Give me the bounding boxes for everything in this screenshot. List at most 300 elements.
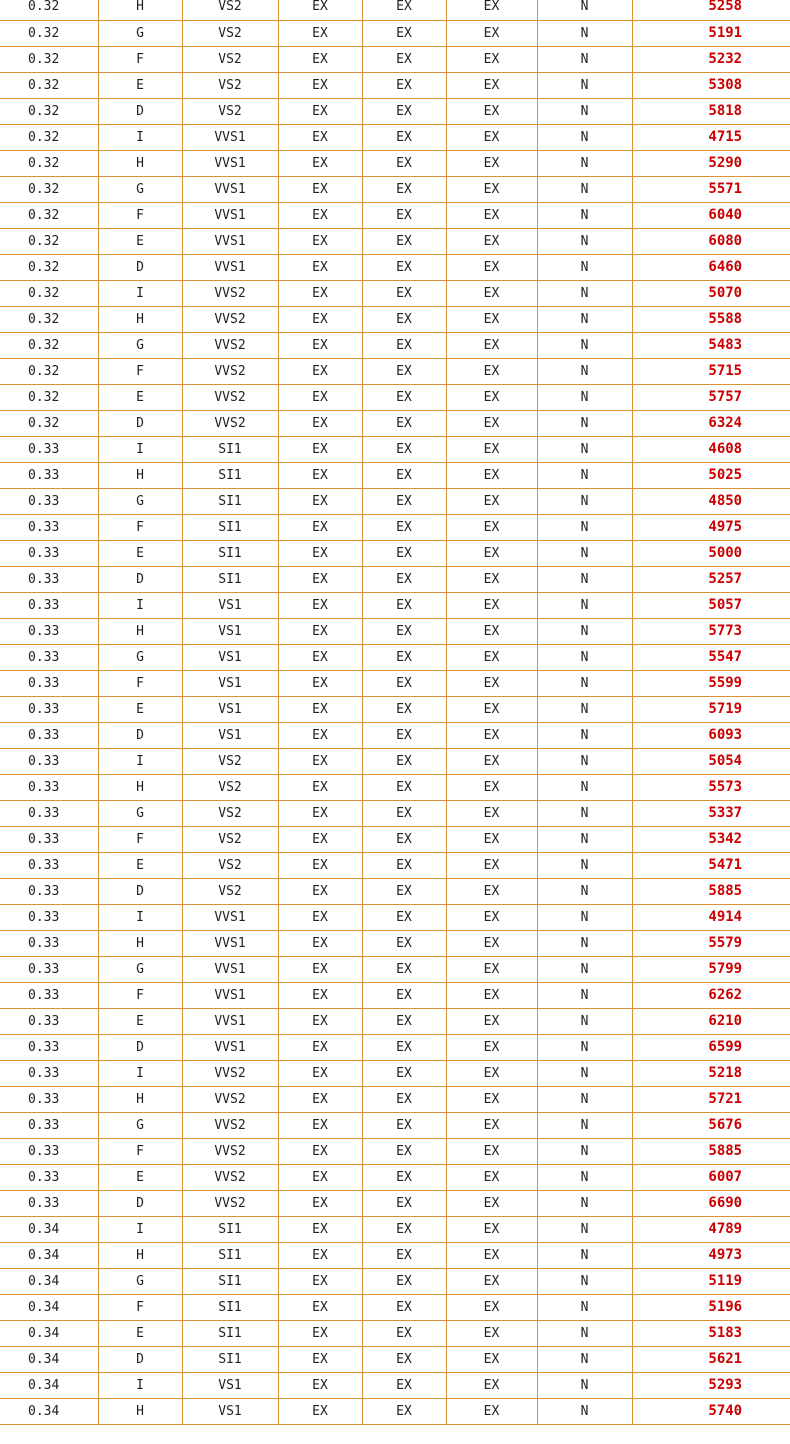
fluorescence-cell[interactable]: N xyxy=(537,280,632,306)
carat-cell[interactable]: 0.32 xyxy=(0,176,98,202)
price-cell[interactable]: 5573 xyxy=(632,774,790,800)
price-cell[interactable]: 4850 xyxy=(632,488,790,514)
price-cell[interactable]: 5196 xyxy=(632,1294,790,1320)
price-cell[interactable]: 6324 xyxy=(632,410,790,436)
polish-cell[interactable]: EX xyxy=(362,358,446,384)
carat-cell[interactable]: 0.32 xyxy=(0,0,98,20)
price-cell[interactable]: 5715 xyxy=(632,358,790,384)
cut-cell[interactable]: EX xyxy=(278,150,362,176)
polish-cell[interactable]: EX xyxy=(362,1008,446,1034)
clarity-cell[interactable]: VVS2 xyxy=(182,1086,278,1112)
clarity-cell[interactable]: VS2 xyxy=(182,20,278,46)
price-cell[interactable]: 4789 xyxy=(632,1216,790,1242)
polish-cell[interactable]: EX xyxy=(362,1216,446,1242)
color-cell[interactable]: E xyxy=(98,1164,182,1190)
color-cell[interactable]: H xyxy=(98,930,182,956)
cut-cell[interactable]: EX xyxy=(278,696,362,722)
carat-cell[interactable]: 0.34 xyxy=(0,1268,98,1294)
fluorescence-cell[interactable]: N xyxy=(537,1372,632,1398)
symmetry-cell[interactable]: EX xyxy=(446,150,537,176)
cut-cell[interactable]: EX xyxy=(278,488,362,514)
price-cell[interactable]: 5293 xyxy=(632,1372,790,1398)
clarity-cell[interactable]: VVS1 xyxy=(182,150,278,176)
symmetry-cell[interactable]: EX xyxy=(446,696,537,722)
carat-cell[interactable]: 0.33 xyxy=(0,540,98,566)
polish-cell[interactable]: EX xyxy=(362,20,446,46)
symmetry-cell[interactable]: EX xyxy=(446,358,537,384)
price-cell[interactable]: 5183 xyxy=(632,1320,790,1346)
fluorescence-cell[interactable]: N xyxy=(537,826,632,852)
color-cell[interactable]: E xyxy=(98,1320,182,1346)
clarity-cell[interactable]: VVS1 xyxy=(182,254,278,280)
cut-cell[interactable]: EX xyxy=(278,176,362,202)
polish-cell[interactable]: EX xyxy=(362,592,446,618)
carat-cell[interactable]: 0.33 xyxy=(0,904,98,930)
polish-cell[interactable]: EX xyxy=(362,540,446,566)
color-cell[interactable]: H xyxy=(98,618,182,644)
clarity-cell[interactable]: SI1 xyxy=(182,1268,278,1294)
fluorescence-cell[interactable]: N xyxy=(537,1112,632,1138)
carat-cell[interactable]: 0.32 xyxy=(0,46,98,72)
clarity-cell[interactable]: VVS1 xyxy=(182,904,278,930)
price-cell[interactable]: 5257 xyxy=(632,566,790,592)
color-cell[interactable]: G xyxy=(98,1112,182,1138)
color-cell[interactable]: H xyxy=(98,1398,182,1424)
clarity-cell[interactable]: VVS2 xyxy=(182,280,278,306)
clarity-cell[interactable]: VS2 xyxy=(182,800,278,826)
cut-cell[interactable]: EX xyxy=(278,254,362,280)
price-cell[interactable]: 5057 xyxy=(632,592,790,618)
cut-cell[interactable]: EX xyxy=(278,1164,362,1190)
symmetry-cell[interactable]: EX xyxy=(446,1242,537,1268)
symmetry-cell[interactable]: EX xyxy=(446,800,537,826)
price-cell[interactable]: 5773 xyxy=(632,618,790,644)
clarity-cell[interactable]: VVS2 xyxy=(182,1112,278,1138)
clarity-cell[interactable]: VVS1 xyxy=(182,930,278,956)
carat-cell[interactable]: 0.33 xyxy=(0,1190,98,1216)
clarity-cell[interactable]: VVS1 xyxy=(182,1034,278,1060)
fluorescence-cell[interactable]: N xyxy=(537,228,632,254)
color-cell[interactable]: D xyxy=(98,254,182,280)
price-cell[interactable]: 4914 xyxy=(632,904,790,930)
polish-cell[interactable]: EX xyxy=(362,1320,446,1346)
clarity-cell[interactable]: VS2 xyxy=(182,98,278,124)
clarity-cell[interactable]: VVS2 xyxy=(182,358,278,384)
clarity-cell[interactable]: VS1 xyxy=(182,1398,278,1424)
carat-cell[interactable]: 0.32 xyxy=(0,228,98,254)
fluorescence-cell[interactable]: N xyxy=(537,332,632,358)
price-cell[interactable]: 5000 xyxy=(632,540,790,566)
symmetry-cell[interactable]: EX xyxy=(446,436,537,462)
symmetry-cell[interactable]: EX xyxy=(446,306,537,332)
polish-cell[interactable]: EX xyxy=(362,618,446,644)
fluorescence-cell[interactable]: N xyxy=(537,722,632,748)
carat-cell[interactable]: 0.32 xyxy=(0,20,98,46)
polish-cell[interactable]: EX xyxy=(362,930,446,956)
carat-cell[interactable]: 0.32 xyxy=(0,280,98,306)
polish-cell[interactable]: EX xyxy=(362,410,446,436)
color-cell[interactable]: F xyxy=(98,46,182,72)
price-cell[interactable]: 6080 xyxy=(632,228,790,254)
fluorescence-cell[interactable]: N xyxy=(537,306,632,332)
polish-cell[interactable]: EX xyxy=(362,0,446,20)
symmetry-cell[interactable]: EX xyxy=(446,748,537,774)
symmetry-cell[interactable]: EX xyxy=(446,1060,537,1086)
fluorescence-cell[interactable]: N xyxy=(537,1294,632,1320)
fluorescence-cell[interactable]: N xyxy=(537,98,632,124)
carat-cell[interactable]: 0.32 xyxy=(0,72,98,98)
cut-cell[interactable]: EX xyxy=(278,1086,362,1112)
cut-cell[interactable]: EX xyxy=(278,644,362,670)
color-cell[interactable]: F xyxy=(98,826,182,852)
carat-cell[interactable]: 0.33 xyxy=(0,1164,98,1190)
cut-cell[interactable]: EX xyxy=(278,1060,362,1086)
price-cell[interactable]: 5471 xyxy=(632,852,790,878)
symmetry-cell[interactable]: EX xyxy=(446,956,537,982)
fluorescence-cell[interactable]: N xyxy=(537,956,632,982)
clarity-cell[interactable]: SI1 xyxy=(182,1320,278,1346)
polish-cell[interactable]: EX xyxy=(362,462,446,488)
carat-cell[interactable]: 0.34 xyxy=(0,1398,98,1424)
carat-cell[interactable]: 0.33 xyxy=(0,696,98,722)
cut-cell[interactable]: EX xyxy=(278,280,362,306)
color-cell[interactable]: H xyxy=(98,462,182,488)
symmetry-cell[interactable]: EX xyxy=(446,644,537,670)
fluorescence-cell[interactable]: N xyxy=(537,124,632,150)
carat-cell[interactable]: 0.32 xyxy=(0,150,98,176)
fluorescence-cell[interactable]: N xyxy=(537,150,632,176)
color-cell[interactable]: E xyxy=(98,696,182,722)
price-cell[interactable]: 6599 xyxy=(632,1034,790,1060)
carat-cell[interactable]: 0.33 xyxy=(0,436,98,462)
price-cell[interactable]: 5740 xyxy=(632,1398,790,1424)
cut-cell[interactable]: EX xyxy=(278,592,362,618)
clarity-cell[interactable]: SI1 xyxy=(182,1216,278,1242)
symmetry-cell[interactable]: EX xyxy=(446,982,537,1008)
price-cell[interactable]: 5070 xyxy=(632,280,790,306)
clarity-cell[interactable]: SI1 xyxy=(182,566,278,592)
carat-cell[interactable]: 0.33 xyxy=(0,1060,98,1086)
fluorescence-cell[interactable]: N xyxy=(537,670,632,696)
cut-cell[interactable]: EX xyxy=(278,800,362,826)
symmetry-cell[interactable]: EX xyxy=(446,488,537,514)
fluorescence-cell[interactable]: N xyxy=(537,1138,632,1164)
color-cell[interactable]: F xyxy=(98,514,182,540)
symmetry-cell[interactable]: EX xyxy=(446,0,537,20)
clarity-cell[interactable]: VVS1 xyxy=(182,1008,278,1034)
clarity-cell[interactable]: VVS2 xyxy=(182,1164,278,1190)
polish-cell[interactable]: EX xyxy=(362,384,446,410)
color-cell[interactable]: H xyxy=(98,306,182,332)
carat-cell[interactable]: 0.33 xyxy=(0,826,98,852)
symmetry-cell[interactable]: EX xyxy=(446,1268,537,1294)
price-cell[interactable]: 4608 xyxy=(632,436,790,462)
clarity-cell[interactable]: VS2 xyxy=(182,826,278,852)
fluorescence-cell[interactable]: N xyxy=(537,436,632,462)
cut-cell[interactable]: EX xyxy=(278,1346,362,1372)
fluorescence-cell[interactable]: N xyxy=(537,1242,632,1268)
symmetry-cell[interactable]: EX xyxy=(446,254,537,280)
clarity-cell[interactable]: VS2 xyxy=(182,46,278,72)
cut-cell[interactable]: EX xyxy=(278,436,362,462)
cut-cell[interactable]: EX xyxy=(278,930,362,956)
fluorescence-cell[interactable]: N xyxy=(537,72,632,98)
symmetry-cell[interactable]: EX xyxy=(446,1372,537,1398)
price-cell[interactable]: 5721 xyxy=(632,1086,790,1112)
symmetry-cell[interactable]: EX xyxy=(446,20,537,46)
symmetry-cell[interactable]: EX xyxy=(446,904,537,930)
cut-cell[interactable]: EX xyxy=(278,566,362,592)
cut-cell[interactable]: EX xyxy=(278,774,362,800)
fluorescence-cell[interactable]: N xyxy=(537,202,632,228)
fluorescence-cell[interactable]: N xyxy=(537,46,632,72)
color-cell[interactable]: F xyxy=(98,358,182,384)
price-cell[interactable]: 5599 xyxy=(632,670,790,696)
symmetry-cell[interactable]: EX xyxy=(446,1216,537,1242)
cut-cell[interactable]: EX xyxy=(278,72,362,98)
cut-cell[interactable]: EX xyxy=(278,1216,362,1242)
carat-cell[interactable]: 0.33 xyxy=(0,618,98,644)
symmetry-cell[interactable]: EX xyxy=(446,176,537,202)
symmetry-cell[interactable]: EX xyxy=(446,592,537,618)
polish-cell[interactable]: EX xyxy=(362,254,446,280)
carat-cell[interactable]: 0.33 xyxy=(0,1034,98,1060)
carat-cell[interactable]: 0.33 xyxy=(0,956,98,982)
carat-cell[interactable]: 0.32 xyxy=(0,98,98,124)
color-cell[interactable]: G xyxy=(98,488,182,514)
polish-cell[interactable]: EX xyxy=(362,1164,446,1190)
carat-cell[interactable]: 0.33 xyxy=(0,1008,98,1034)
cut-cell[interactable]: EX xyxy=(278,358,362,384)
carat-cell[interactable]: 0.34 xyxy=(0,1346,98,1372)
fluorescence-cell[interactable]: N xyxy=(537,1268,632,1294)
clarity-cell[interactable]: SI1 xyxy=(182,514,278,540)
clarity-cell[interactable]: VVS1 xyxy=(182,202,278,228)
polish-cell[interactable]: EX xyxy=(362,46,446,72)
fluorescence-cell[interactable]: N xyxy=(537,618,632,644)
price-cell[interactable]: 5818 xyxy=(632,98,790,124)
cut-cell[interactable]: EX xyxy=(278,1372,362,1398)
polish-cell[interactable]: EX xyxy=(362,1346,446,1372)
color-cell[interactable]: F xyxy=(98,982,182,1008)
color-cell[interactable]: E xyxy=(98,540,182,566)
carat-cell[interactable]: 0.32 xyxy=(0,306,98,332)
symmetry-cell[interactable]: EX xyxy=(446,1346,537,1372)
polish-cell[interactable]: EX xyxy=(362,722,446,748)
symmetry-cell[interactable]: EX xyxy=(446,1034,537,1060)
clarity-cell[interactable]: VVS2 xyxy=(182,1190,278,1216)
carat-cell[interactable]: 0.33 xyxy=(0,722,98,748)
price-cell[interactable]: 6007 xyxy=(632,1164,790,1190)
clarity-cell[interactable]: SI1 xyxy=(182,1294,278,1320)
cut-cell[interactable]: EX xyxy=(278,202,362,228)
fluorescence-cell[interactable]: N xyxy=(537,904,632,930)
polish-cell[interactable]: EX xyxy=(362,1372,446,1398)
fluorescence-cell[interactable]: N xyxy=(537,982,632,1008)
fluorescence-cell[interactable]: N xyxy=(537,644,632,670)
polish-cell[interactable]: EX xyxy=(362,1294,446,1320)
cut-cell[interactable]: EX xyxy=(278,852,362,878)
price-cell[interactable]: 6210 xyxy=(632,1008,790,1034)
color-cell[interactable]: E xyxy=(98,72,182,98)
color-cell[interactable]: G xyxy=(98,176,182,202)
price-cell[interactable]: 5571 xyxy=(632,176,790,202)
price-cell[interactable]: 6040 xyxy=(632,202,790,228)
carat-cell[interactable]: 0.33 xyxy=(0,1086,98,1112)
polish-cell[interactable]: EX xyxy=(362,696,446,722)
cut-cell[interactable]: EX xyxy=(278,904,362,930)
symmetry-cell[interactable]: EX xyxy=(446,1112,537,1138)
fluorescence-cell[interactable]: N xyxy=(537,254,632,280)
symmetry-cell[interactable]: EX xyxy=(446,72,537,98)
cut-cell[interactable]: EX xyxy=(278,1268,362,1294)
fluorescence-cell[interactable]: N xyxy=(537,176,632,202)
carat-cell[interactable]: 0.34 xyxy=(0,1216,98,1242)
price-cell[interactable]: 4973 xyxy=(632,1242,790,1268)
symmetry-cell[interactable]: EX xyxy=(446,1398,537,1424)
cut-cell[interactable]: EX xyxy=(278,462,362,488)
symmetry-cell[interactable]: EX xyxy=(446,462,537,488)
symmetry-cell[interactable]: EX xyxy=(446,1008,537,1034)
cut-cell[interactable]: EX xyxy=(278,46,362,72)
price-cell[interactable]: 5054 xyxy=(632,748,790,774)
cut-cell[interactable]: EX xyxy=(278,410,362,436)
cut-cell[interactable]: EX xyxy=(278,20,362,46)
price-cell[interactable]: 5483 xyxy=(632,332,790,358)
color-cell[interactable]: F xyxy=(98,670,182,696)
polish-cell[interactable]: EX xyxy=(362,1242,446,1268)
carat-cell[interactable]: 0.33 xyxy=(0,982,98,1008)
symmetry-cell[interactable]: EX xyxy=(446,46,537,72)
fluorescence-cell[interactable]: N xyxy=(537,566,632,592)
polish-cell[interactable]: EX xyxy=(362,878,446,904)
price-cell[interactable]: 5621 xyxy=(632,1346,790,1372)
color-cell[interactable]: I xyxy=(98,1216,182,1242)
color-cell[interactable]: H xyxy=(98,1086,182,1112)
clarity-cell[interactable]: VVS2 xyxy=(182,1138,278,1164)
color-cell[interactable]: D xyxy=(98,410,182,436)
carat-cell[interactable]: 0.33 xyxy=(0,748,98,774)
cut-cell[interactable]: EX xyxy=(278,748,362,774)
color-cell[interactable]: G xyxy=(98,644,182,670)
carat-cell[interactable]: 0.32 xyxy=(0,202,98,228)
symmetry-cell[interactable]: EX xyxy=(446,1320,537,1346)
symmetry-cell[interactable]: EX xyxy=(446,878,537,904)
clarity-cell[interactable]: VS1 xyxy=(182,696,278,722)
clarity-cell[interactable]: VVS1 xyxy=(182,982,278,1008)
clarity-cell[interactable]: VS1 xyxy=(182,670,278,696)
polish-cell[interactable]: EX xyxy=(362,644,446,670)
clarity-cell[interactable]: SI1 xyxy=(182,1242,278,1268)
symmetry-cell[interactable]: EX xyxy=(446,228,537,254)
price-cell[interactable]: 5119 xyxy=(632,1268,790,1294)
symmetry-cell[interactable]: EX xyxy=(446,280,537,306)
polish-cell[interactable]: EX xyxy=(362,1190,446,1216)
polish-cell[interactable]: EX xyxy=(362,228,446,254)
color-cell[interactable]: I xyxy=(98,748,182,774)
color-cell[interactable]: E xyxy=(98,228,182,254)
carat-cell[interactable]: 0.33 xyxy=(0,878,98,904)
color-cell[interactable]: H xyxy=(98,150,182,176)
fluorescence-cell[interactable]: N xyxy=(537,696,632,722)
polish-cell[interactable]: EX xyxy=(362,150,446,176)
symmetry-cell[interactable]: EX xyxy=(446,930,537,956)
cut-cell[interactable]: EX xyxy=(278,1008,362,1034)
fluorescence-cell[interactable]: N xyxy=(537,1346,632,1372)
color-cell[interactable]: I xyxy=(98,436,182,462)
price-cell[interactable]: 6262 xyxy=(632,982,790,1008)
fluorescence-cell[interactable]: N xyxy=(537,800,632,826)
fluorescence-cell[interactable]: N xyxy=(537,774,632,800)
cut-cell[interactable]: EX xyxy=(278,1398,362,1424)
carat-cell[interactable]: 0.32 xyxy=(0,254,98,280)
fluorescence-cell[interactable]: N xyxy=(537,852,632,878)
price-cell[interactable]: 5025 xyxy=(632,462,790,488)
color-cell[interactable]: D xyxy=(98,722,182,748)
polish-cell[interactable]: EX xyxy=(362,202,446,228)
polish-cell[interactable]: EX xyxy=(362,748,446,774)
fluorescence-cell[interactable]: N xyxy=(537,540,632,566)
price-cell[interactable]: 5308 xyxy=(632,72,790,98)
polish-cell[interactable]: EX xyxy=(362,436,446,462)
fluorescence-cell[interactable]: N xyxy=(537,384,632,410)
cut-cell[interactable]: EX xyxy=(278,514,362,540)
color-cell[interactable]: E xyxy=(98,384,182,410)
carat-cell[interactable]: 0.32 xyxy=(0,332,98,358)
color-cell[interactable]: I xyxy=(98,124,182,150)
clarity-cell[interactable]: VVS2 xyxy=(182,332,278,358)
polish-cell[interactable]: EX xyxy=(362,826,446,852)
color-cell[interactable]: D xyxy=(98,1346,182,1372)
clarity-cell[interactable]: SI1 xyxy=(182,1346,278,1372)
carat-cell[interactable]: 0.33 xyxy=(0,670,98,696)
color-cell[interactable]: I xyxy=(98,1372,182,1398)
color-cell[interactable]: E xyxy=(98,1008,182,1034)
carat-cell[interactable]: 0.32 xyxy=(0,124,98,150)
symmetry-cell[interactable]: EX xyxy=(446,98,537,124)
symmetry-cell[interactable]: EX xyxy=(446,1190,537,1216)
carat-cell[interactable]: 0.33 xyxy=(0,1138,98,1164)
fluorescence-cell[interactable]: N xyxy=(537,514,632,540)
cut-cell[interactable]: EX xyxy=(278,1034,362,1060)
clarity-cell[interactable]: VS1 xyxy=(182,1372,278,1398)
polish-cell[interactable]: EX xyxy=(362,1060,446,1086)
clarity-cell[interactable]: VVS2 xyxy=(182,384,278,410)
polish-cell[interactable]: EX xyxy=(362,1112,446,1138)
cut-cell[interactable]: EX xyxy=(278,1320,362,1346)
fluorescence-cell[interactable]: N xyxy=(537,20,632,46)
clarity-cell[interactable]: VS1 xyxy=(182,592,278,618)
color-cell[interactable]: G xyxy=(98,332,182,358)
price-cell[interactable]: 4975 xyxy=(632,514,790,540)
clarity-cell[interactable]: VS2 xyxy=(182,878,278,904)
symmetry-cell[interactable]: EX xyxy=(446,1138,537,1164)
price-cell[interactable]: 5342 xyxy=(632,826,790,852)
price-cell[interactable]: 5579 xyxy=(632,930,790,956)
carat-cell[interactable]: 0.33 xyxy=(0,566,98,592)
color-cell[interactable]: I xyxy=(98,592,182,618)
symmetry-cell[interactable]: EX xyxy=(446,202,537,228)
fluorescence-cell[interactable]: N xyxy=(537,878,632,904)
cut-cell[interactable]: EX xyxy=(278,98,362,124)
price-cell[interactable]: 5885 xyxy=(632,1138,790,1164)
carat-cell[interactable]: 0.34 xyxy=(0,1320,98,1346)
polish-cell[interactable]: EX xyxy=(362,566,446,592)
cut-cell[interactable]: EX xyxy=(278,1190,362,1216)
carat-cell[interactable]: 0.32 xyxy=(0,384,98,410)
polish-cell[interactable]: EX xyxy=(362,488,446,514)
price-cell[interactable]: 5719 xyxy=(632,696,790,722)
